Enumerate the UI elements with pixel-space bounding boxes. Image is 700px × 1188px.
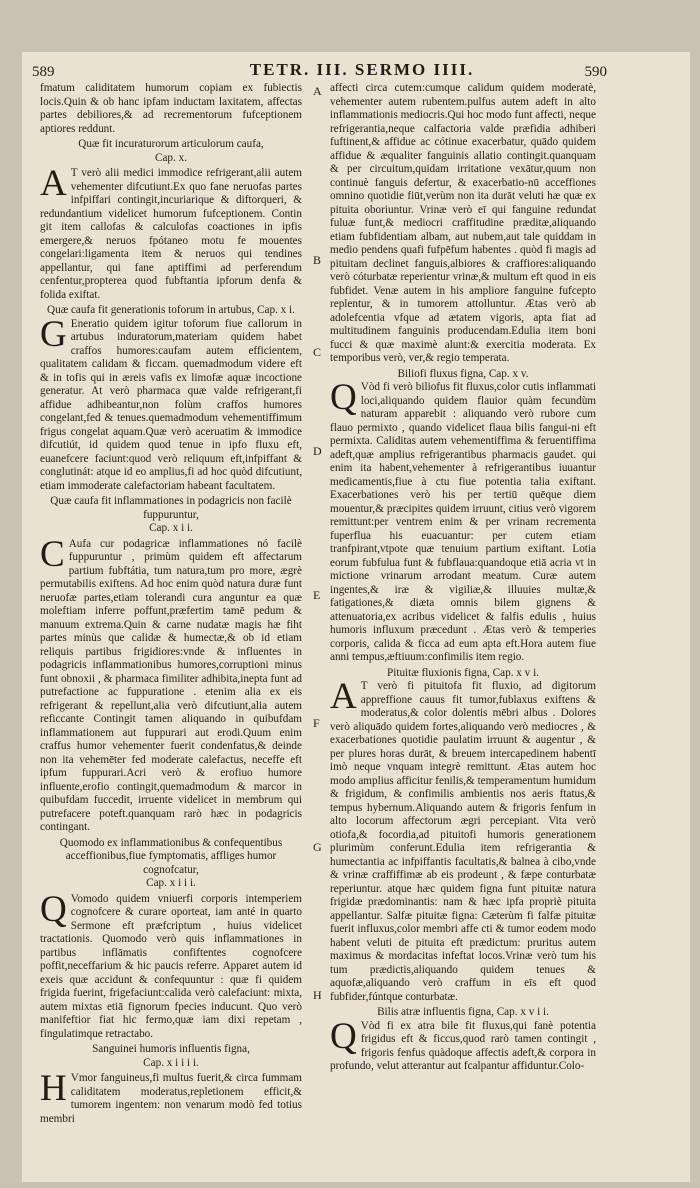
- paragraph: [330, 1015, 596, 1074]
- drop-cap: Q: [40, 888, 67, 930]
- margin-letter-b: B: [313, 253, 322, 267]
- drop-cap: H: [40, 1068, 67, 1109]
- left-text-column: [40, 82, 302, 1126]
- section-title: Quæ caufa fit inflammationes in podagricis non facilè fuppuruntur,: [50, 495, 292, 521]
- paragraph-text: T verò alii medici immodice refrigerant,alii autem vehementer difcutiunt.Ex quo fane neruofas partes infpiffari contingit,incuriarique & diftorqueri, & redundantium videlicet humorum fufceptionem. Contin git item callofas & calculofas coactiones in ipfis emergere,& neruos fpótaneo motu fe mouentes congelari:ligamenta item & neruos qui tendines appellantur, qui fane aptiffimi ad perferendum cenfentur,propterea quod fubftantia ipforum denfa & folida exiftat.: [40, 167, 302, 301]
- drop-cap: G: [40, 313, 67, 355]
- section-title: Pituitæ fluxionis figna, Cap. x v i.: [387, 666, 539, 679]
- paragraph: [330, 676, 596, 1004]
- margin-letter-g: G: [313, 840, 322, 854]
- margin-letter-c: C: [313, 345, 322, 359]
- paragraph: [330, 377, 596, 665]
- drop-cap: Q: [330, 377, 357, 418]
- margin-letter-h: H: [313, 988, 322, 1002]
- page-number-right: 590: [584, 64, 607, 80]
- paragraph-text: T verò fi pituitofa fit fluxio, ad digitorum appreffione cauus fit tumor,fublaxus exiftens & moderatus,& color dolentis mēbri albus . Dolores verò aliquādo quidem fortes,aliquando verò mediocres , & exacerbationes quotidie paulatim irruunt & augentur , & per plures horas durāt, & breuem intercapedinem habentī imò neque vnquam integrè remittunt. Ætas autem hoc modo amplius afficitur fenilis,& temperamentum humidum & frigidum, & confimilis ambientis nos aeris ftatus,& tempus hybernum.Aliquando autem & frigoris fenfum in alto locorum affectorum ægri percepiant. Vita verò otiofa,& focordia,ad pituitofi humoris generationem plurimùm conferunt.Edulia item refrigerantia & humectantia ac infpiffantis facultatis,& balnea à cibo,vnde & vrinæ craffiffimæ ab eis prodeunt , & fæpe conturbatæ reperiuntur. atque hæc quidem figna funt pituitæ natura frigidæ prædominantis: nam & hæc ipfa propriè pituita appellantur. Salfæ pituitæ figna: Cæterùm fi falfæ pituitæ fuerit influxus,color membri affe cti & tumor eodem modo habent veluti de pituita eft prædictum: pruritus autem maximus & mordacitas infeftat locos.Vrinæ verò tum his tum prædictis,aliquando quidem tenues & aquofæ,aliquando verò craffum in eīs eft quod fubfider,fúntque conturbatæ.: [330, 680, 596, 1003]
- section-title: Quomodo ex inflammationibus & confequentibus acceffionibus,fiue fymptomatis, affliges humor cognofcatur,: [59, 836, 283, 876]
- margin-letter-e: E: [313, 588, 321, 602]
- paragraph: affecti circa cutem:cumque calidum quidem moderatè, vehementer autem rubentem.pulfus autem adeft in alto inflammationis mediocris.Qui hoc modo funt affecti, neque refrigerantia,neque calfactoria valde præfidia adhiberi fuftinent,& affidue ac cótinue exacerbatur, quādo quidem affidue & æqualiter fanguinis allatio contingit.quanquam & per circuitum,quidam irritatione vexātur,quum non continuè fanguis defertur, & exacerbatio-nū acceffiones omnino quotidie fiūt,verùm non ita durāt veluti hæ quæ ex pituita oboriuntur. Vrinæ verò eī qui fanguine redundat fuluæ funt,& mediocri craffitudine præditæ,aliquando etiam fubfidentiam albam, aut nubem,aut tale quiddam in medio pendens quafi fufpēfum habentes . quòd fi magis ad pituitam declinet fanguis,albiores & craffiores:aliquando verò cóturbatæ reperientur vrinæ,& multum eft quod in eis fubfidet. Venæ autem in his ampliore fanguine fufcepto replentur, & in tumorem attolluntur. Ætas verò ab adolefcentia vfque ad ætatem vigoris, apta fiat ad multitudinem fanguinis producendam.Edulia item boni fucci & quæ maximè alunt:& exercitia moderata. Ex temporibus verò, ver,& regio temperata.: [330, 82, 596, 364]
- paragraph: [40, 888, 302, 1042]
- paragraph-text: Aufa cur podagricæ inflammationes nó facilè fuppuruntur , primùm quidem eft affectarum partium fubftátia, tum natura,tum pro more, ægrè permutabilis exiftens. Ad hoc enim quòd natura duræ funt neruofæ partes,etiam tolerandi cura anguntur ea quæ moleftiam inferre poffunt,præfertim tamē pedum & manuum extrema.Quin & carne nudatæ magis hæ fiht partes minùs que calidæ & humectæ,& ob id etiam reliquis partibus frigidiores:vnde & influentes in podagricis inflammationibus humores,corruptioni minus funt obnoxii , & pharmaca fimiliter adhibita,inepta funt ad putrefactione ac fuppuratione . etenim alia ex eis refrigerant & repellunt,alia verò difcutiunt,alia autem reficcante Contingit tamen aliquando in quibufdam inflammationem aut fuppurari aut erodi.Quum enim craffus humor vehementer fuerit condenfatus,& deinde non ita vehemēter fed moderate calefactus, neceffe eft ipfum fuppurari.Acri verò & erofiuo humore influente,erofio contingit,quemadmodum & marcor in quibufdam fuccedit, irruente videlicet in membrum qui putrefacere poteft.quanquam rarò hæc in podagricis contingant.: [40, 537, 302, 833]
- right-text-column: [330, 82, 596, 1074]
- paragraph-text: Vmor fanguineus,fi multus fuerit,& circa fummam caliditatem moderatus,repletionem efficit,& tumorem ingentem: non venarum modò fed totius membri: [40, 1072, 302, 1125]
- paragraph: [40, 163, 302, 302]
- page-number-left: 589: [32, 64, 55, 80]
- margin-letter-f: F: [313, 716, 320, 730]
- chapter-number: Cap. x i i.: [149, 522, 193, 534]
- paragraph: fmatum caliditatem humorum copiam ex fubiectis locis.Quin & ob hanc ipfam inductam laxitatem, affectas partes debiliores,& ad recrementorum fufceptionem aptiores reddunt.: [40, 82, 302, 135]
- section-title: Sanguinei humoris influentis figna,: [92, 1043, 250, 1055]
- section-title: Quæ caufa fit generationis toforum in artubus, Cap. x i.: [47, 304, 295, 316]
- paragraph-text: Vòd fi verò biliofus fit fluxus,color cutis inflammati loci,aliquando quidem flauior quàm fecundùm naturam apparebit : aliquando verò rubore cum flauo permixto , quando videlicet flaua bilis fangui-ni eft permixta. Caliditas autem vehementiffima & feruentiffima adeft,quæ amplius refrigerantibus pharmacis gaudet. qui enim ita habent,vehementer à refrigerantibus iuuantur medicamentis,fiue à ctu fiue potentia talia exiftant. Exacerbationes verò his per tertiū quēque diem mouentur,& præcipites quidem irruunt, citius verò vigorem remittunt:per ventrem enim & per vrinam recrementa fuperflua his euacuantur: per cutem etiam tranfpirant,vtpote quæ tenuium partium exiftant. Lotia eorum fubfulua funt & fubflaua:quandoque etiā acria vt in mictione vrinarum arrodant meatum. Curæ autem ingentes,& iræ & vigiliæ,& illuuies multæ,& fatigationes,& diæta omnis bilem gignens & attenuatoria,ex acribus videlicet & falfis edulis , huius humoris influxum præcedunt . Ætas verò & temperies corporis, calida & ficca ad eum apta eft.Hora autem fiue anni tempus,æftiuum:confimilis item regio.: [330, 381, 596, 663]
- paragraph-text: Eneratio quidem igitur toforum fiue callorum in artubus induratorum,materiam quidem habet craffos humores:caufam autem efficientem, qualitatem calidam & ficcam. quemadmodum videre eft & in tofis qui in æreis vafis ex limofæ aquæ incoctione generatur. At verò pharmaca quæ valde refrigerant,fi affidue adhibeantur,non folùm craffos humores congelant,fed & tenues.quemadmodum vehementiffimum frigus congelat aquam.Quæ verò aceruatim & immodice difcutiút, id quidem quod tenue in ipfo fluxu eft, euanefcere faciunt:quod verò reliquum eft,infpiffant & conglutinát: atque id eo amplius,fi ad hoc quòd difcutiunt, etiam immoderate calefactoriam habeant facultatem.: [40, 317, 302, 492]
- margin-letter-d: D: [313, 444, 322, 458]
- section-title: Biliofi fluxus figna, Cap. x v.: [397, 367, 529, 380]
- section-title: Quæ fit incuraturorum articulorum caufa,: [78, 138, 264, 150]
- chapter-number: Cap. x.: [154, 151, 187, 164]
- running-head: TETR. III. SERMO IIII.: [249, 60, 475, 79]
- chapter-number: Cap. x i i i i.: [143, 1056, 199, 1069]
- paragraph-text: Vomodo quidem vniuerfi corporis intemperiem cognofcere & curare oporteat, iam anté in quarto Sermone eft præfcriptum , huius videlicet tractationis. Quomodo verò quis inflammationes in partibus inflāmatis confiftentes cognofcere poffit,neceffarium & hic paucis referre. Apparet autem id exeis quæ accidunt & confequuntur : quæ fi quidem frigida fuerint, frigefaciunt:calida verò calefaciunt: mixta, autem mixtas etiā fignorum fpecies inducunt. Quo verò manifeftior fiat hic fermo,quæ iam dixi repetam , fingulatimque retractabo.: [40, 892, 302, 1040]
- paragraph: [40, 313, 302, 494]
- drop-cap: A: [40, 163, 67, 204]
- paragraph: [40, 1068, 302, 1126]
- paragraph: [40, 533, 302, 835]
- margin-letter-a: A: [313, 84, 322, 98]
- chapter-number: Cap. x i i i.: [146, 877, 196, 889]
- drop-cap: A: [330, 676, 357, 717]
- drop-cap: Q: [330, 1015, 357, 1057]
- page-header: [0, 60, 700, 82]
- paragraph-text: Vòd fi ex atra bile fit fluxus,qui fanè potentia frigidus eft & ficcus,quod rarò tamen contingit , frigoris fenfus quàdoque affectis adeft,& corpora in profundo, velut atterantur aut fcalpantur affiduntur.Colo-: [330, 1019, 596, 1072]
- drop-cap: C: [40, 533, 65, 575]
- section-title: Bilis atræ influentis figna, Cap. x v i i.: [377, 1006, 549, 1018]
